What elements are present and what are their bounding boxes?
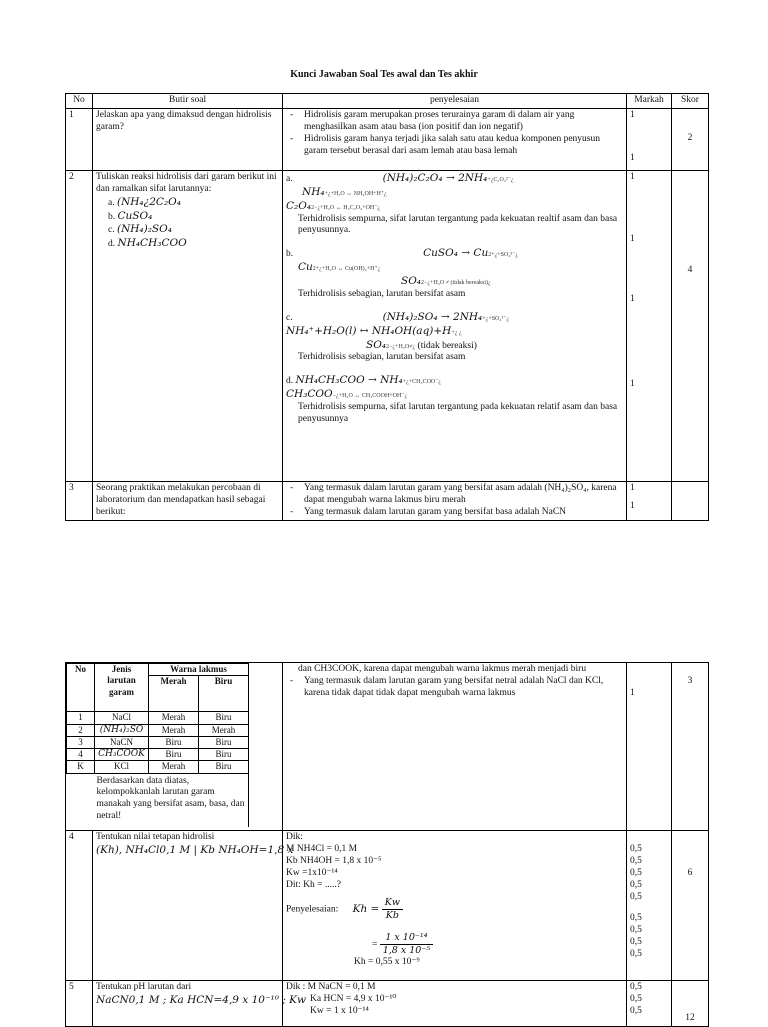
q3-no: 3: [66, 481, 93, 520]
q3-answer-top: - Yang termasuk dalam larutan garam yang bersifat asam adalah (NH₄)₂SO₄, karena dapat mengubah warna lakmus biru merah - Yang termasuk dalam larutan garam yang bersifat basa adalah NaCN: [283, 481, 627, 520]
q4-question: Tentukan nilai tetapan hidrolisi (Kh), NH₄Cl0,1 M | Kb NH₄OH=1,8 x: [93, 831, 283, 981]
q1-question: Jelaskan apa yang dimaksud dengan hidrolisis garam?: [93, 108, 283, 170]
q2-question-text: Tuliskan reaksi hidrolisis dari garam berikut ini dan ramalkan sifat larutannya:: [96, 171, 277, 194]
header-penyelesaian: penyelesaian: [283, 94, 627, 109]
q1-markah-2: 1: [630, 152, 635, 163]
litmus-header-merah: Merah: [149, 676, 199, 712]
litmus-header-jenis: Jenis larutan garam: [95, 664, 149, 712]
question-row-5: [66, 981, 709, 1027]
q1-answer-2: - Hidrolisis garam hanya terjadi jika salah satu atau kedua komponen penyusun garam tersebut berasal dari asam lemah atau basa lemah: [304, 134, 623, 158]
answer-key-table-1: [65, 93, 709, 521]
q3-question: Seorang praktikan melakukan percobaan di laboratorium dan mendapatkan hasil sebagai berikut:: [93, 481, 283, 520]
q1-markah: [627, 108, 672, 170]
header-skor: Skor: [672, 94, 709, 109]
q3-table-cell: [66, 663, 283, 831]
q2-part-c: c. (NH₄)₂SO₄ → 2NH₄+¿+SO₄²⁻¿ NH₄⁺+H₂O(l) ↔ NH₄OH(aq)+H+¿ ¿ SO₄2−¿+H₂O≠¿ (tidak bereaksi) Terhidrolisis sebagian, larutan bersifat asam: [286, 310, 510, 363]
header-no: No: [66, 94, 93, 109]
q2-skor: 4: [672, 170, 709, 481]
q2-part-d: d. NH₄CH₃COO → NH₄+¿+CH₃COO⁻¿ CH₃COO−¿+H₂O ↔ CH₃COOH+OH⁻¿ Terhidrolisis sempurna, sifat larutan tergantung pada kekuatan relatif asam dan basa penyusunnya: [286, 374, 618, 424]
table-row: 4 CH₃COOK Biru Biru: [67, 749, 283, 761]
q3-skor: 3: [672, 663, 709, 831]
litmus-header-no: No: [67, 664, 95, 712]
q2-part-a: a. (NH₄)₂C₂O₄ → 2NH₄+¿C₂O₄²⁻¿ NH₄+¿+H₂O ↔ NH₄OH+H⁺¿ C₂O₄2−¿+H₂O ↔ H₂C₂O₄+OH⁻¿ Terhidrolisis sempurna, sifat larutan tergantung pada kekuatan realtif asam dan basa penyusunnya.: [286, 171, 618, 236]
question-row-3: [66, 481, 709, 520]
header-butir-soal: Butir soal: [93, 94, 283, 109]
q1-answer-1: - Hidrolisis garam merupakan proses terurainya garam di dalam air yang menghasilkan asam atau basa (ion positif dan ion negatif): [304, 110, 623, 134]
question-row-4: [66, 831, 709, 981]
question-row-2: [66, 170, 709, 481]
page-title: Kunci Jawaban Soal Tes awal dan Tes akhir: [290, 69, 478, 80]
q2-question: [93, 170, 283, 481]
q2-option-a: a. (NH₄¿2C₂O₄: [108, 195, 181, 208]
litmus-header-warna: Warna lakmus: [149, 664, 249, 676]
answer-key-table-2: [65, 662, 709, 1027]
q5-no: 5: [66, 981, 93, 1027]
q1-no: 1: [66, 108, 93, 170]
q3-markah-top: 1 1: [627, 481, 672, 520]
q4-markah: 0,5 0,5 0,5 0,5 0,5 0,5 0,5 0,5 0,5: [627, 831, 672, 981]
q1-skor: 2: [672, 108, 709, 170]
question-row-1: [66, 108, 709, 170]
q4-answer: Dik: M NH4Cl = 0,1 M Kb NH4OH = 1,8 x 10⁻⁵ Kw =1x10⁻¹⁴ Dit: Kh = .....? Penyelesaian: Kh = $\frac{Kw}{Kb}$ = $\frac{\text{1 x 10⁻¹⁴}}{\text{1,8 x 10⁻⁵}}$ Kh = 0,55 x 10⁻⁹: [283, 831, 627, 981]
table-row: 3 NaCN Biru Biru: [67, 736, 283, 748]
q2-option-b: b. CuSO₄: [108, 209, 153, 222]
table-row: K KCl Merah Biru: [67, 761, 283, 773]
q2-option-c: c. (NH₄)₂SO₄: [108, 223, 172, 236]
question-row-3-continued: [66, 663, 709, 831]
q2-option-d: d. NH₄CH₃COO: [108, 237, 187, 250]
q3-instruction: Berdasarkan data diatas, kelompokkanlah larutan garam manakah yang bersifat asam, basa, dan netral!: [96, 775, 245, 822]
q5-markah: 0,5 0,5 0,5: [627, 981, 672, 1027]
header-markah: Markah: [627, 94, 672, 109]
q1-markah-1: 1: [630, 109, 635, 120]
q2-part-b: b. CuSO₄ → Cu2+¿+SO₄²⁻¿ Cu2+¿+H₂O ↔ Cu(OH)₂+H⁺¿ SO₄2−¿+H₂O ≠ (tidak bereaksi)¿ Terhidrolisis sebagian, larutan bersifat asam: [286, 247, 519, 299]
q1-answer: [283, 108, 627, 170]
q2-answer: [283, 170, 627, 481]
q5-skor: 12: [672, 981, 709, 1027]
q2-no: 2: [66, 170, 93, 481]
table-row: 2 (NH₄)₂SO Merah Merah: [67, 724, 283, 736]
q2-markah: 1 1 1 1: [627, 170, 672, 481]
header-row: [66, 94, 709, 109]
q3-markah-bottom: 1: [627, 663, 672, 831]
litmus-table: [66, 663, 282, 827]
q5-answer: Dik : M NaCN = 0,1 M Ka HCN = 4,9 x 10⁻¹⁰ Kw = 1 x 10⁻¹⁴: [283, 981, 627, 1027]
q3-answer-bottom: dan CH3COOK, karena dapat mengubah warna lakmus merah menjadi biru - Yang termasuk dalam larutan garam yang bersifat netral adalah NaCl dan KCl, karena tidak dapat tidak dapat mengubah warna lakmus: [283, 663, 627, 831]
q4-no: 4: [66, 831, 93, 981]
q4-skor: 6: [672, 831, 709, 981]
q3-skor-empty: [672, 481, 709, 520]
table-row: 1 NaCl Merah Biru: [67, 712, 283, 724]
litmus-header-biru: Biru: [199, 676, 249, 712]
q5-question: Tentukan pH larutan dari NaCN0,1 M ; Ka HCN=4,9 x 10⁻¹⁰ ; Kw: [93, 981, 283, 1027]
